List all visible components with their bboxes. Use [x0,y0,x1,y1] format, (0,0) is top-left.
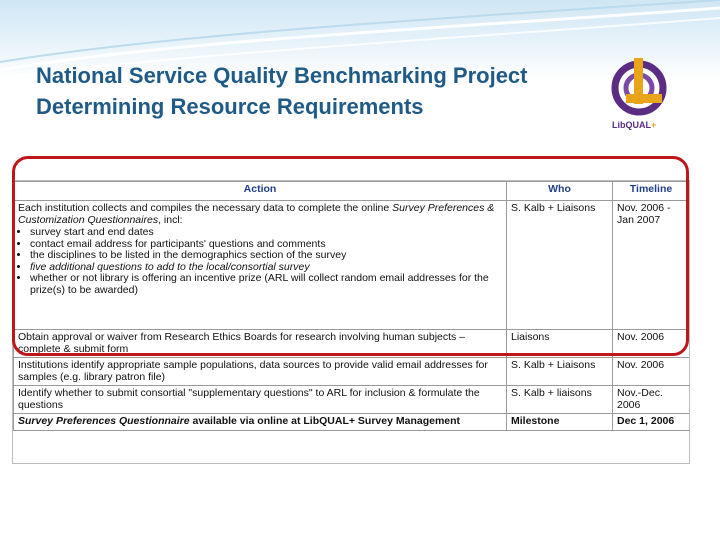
header-who: Who [507,182,613,201]
highlight-rounded-box [12,156,689,356]
title-line-2: Determining Resource Requirements [36,94,424,119]
row5-action-text: available via online at LibQUAL+ Survey Management [189,415,461,427]
logo-text: LibQUAL [612,120,651,130]
row5-timeline: Dec 1, 2006 [613,414,690,431]
row3-who: S. Kalb + Liaisons [507,358,613,386]
row5-action-italic: Survey Preferences Questionnaire [18,415,190,427]
row5-who: Milestone [507,414,613,431]
row3-action: Institutions identify appropriate sample populations, data sources to provide valid email addresses for samples (e.g. library patron file) [14,358,507,386]
table-row [14,358,690,386]
list-item: • contact email address for participants' questions and comments [30,239,502,251]
list-item: • five additional questions to add to the local/consortial survey [30,262,502,274]
row5-action [14,414,507,431]
row2-timeline: Nov. 2006 [613,330,690,358]
header-timeline: Timeline [613,182,690,201]
row1-timeline: Nov. 2006 - Jan 2007 [613,201,690,330]
row3-timeline: Nov. 2006 [613,358,690,386]
row4-who: S. Kalb + liaisons [507,386,613,414]
row2-who: Liaisons [507,330,613,358]
list-item: • survey start and end dates [30,227,502,239]
logo-wordmark [612,120,656,130]
table-row [14,386,690,414]
list-item: • the disciplines to be listed in the demographics section of the survey [30,250,502,262]
logo-plus: + [651,120,657,130]
row1-action-text: Each institution collects and compiles the necessary data to complete the online [18,202,393,214]
row1-action-italic: Survey Preferences & Customization Questionnaires [18,202,495,226]
row4-timeline: Nov.-Dec. 2006 [613,386,690,414]
table-row [14,414,690,431]
slide-title [36,60,596,122]
row2-action: Obtain approval or waiver from Research Ethics Boards for research involving human subjects – complete & submit form [14,330,507,358]
title-line-1: National Service Quality Benchmarking Project [36,63,528,88]
row4-action: Identify whether to submit consortial "supplementary questions" to ARL for inclusion & formulate the questions [14,386,507,414]
row1-action-suffix: , incl: [158,213,183,226]
row1-who: S. Kalb + Liaisons [507,201,613,330]
list-item: • whether or not library is offering an incentive prize (ARL will collect random email addresses for the prize(s) to be awarded) [30,273,502,296]
header-action: Action [14,182,507,201]
